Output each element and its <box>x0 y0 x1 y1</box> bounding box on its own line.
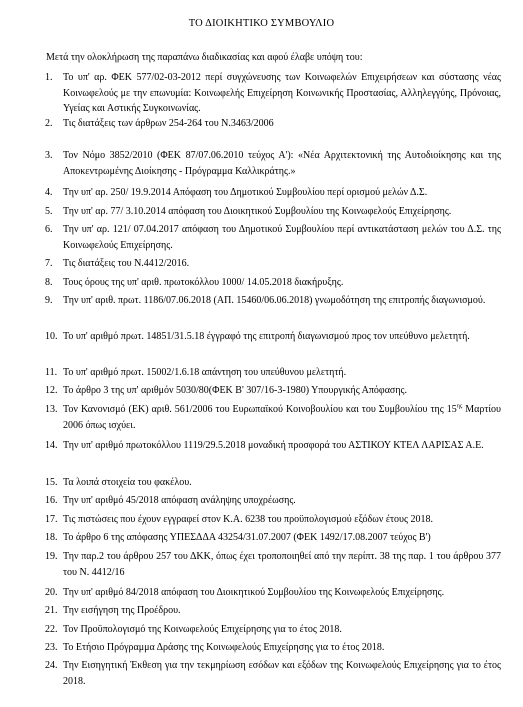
list-item-text-part: Τις διατάξεις του Ν.4412/2016. <box>63 258 190 269</box>
list-item-text-part: Την υπ' αριθμό 84/2018 απόφαση του Διοικητικού Συμβουλίου της Κοινωφελούς Επιχείρησης. <box>63 587 445 598</box>
list-item-text <box>63 275 501 291</box>
list-item-text-part: Τον Νόμο 3852/2010 (ΦΕΚ 87/07.06.2010 τεύχος Α'): «Νέα Αρχιτεκτονική της Αυτοδιοίκησης και της Αποκεντρωμένης Διοίκησης - Πρόγραμμα Καλλικράτης.» <box>63 150 501 177</box>
list-item-number: 21. <box>45 605 58 616</box>
page-title: ΤΟ ΔΙΟΙΚΗΤΙΚΟ ΣΥΜΒΟΥΛΙΟ <box>188 18 335 29</box>
list-item-text-part: Την υπ' αρ. 121/ 07.04.2017 απόφαση του Δημοτικού Συμβουλίου περί αντικατάσταση μελών του Δ.Σ. της Κοινωφελούς Επιχείρησης. <box>63 224 501 251</box>
list-item-number: 12. <box>45 385 58 396</box>
list-item-number: 15. <box>45 477 58 488</box>
list-item-text-part: Το υπ' αριθμό πρωτ. 15002/1.6.18 απάντηση του υπεύθυνου μελετητή. <box>63 367 347 378</box>
list-item-text-part: Την Εισηγητική Έκθεση για την τεκμηρίωση εσόδων και εξόδων της Κοινωφελούς Επιχείρησης για το έτος 2018. <box>63 660 501 687</box>
list-item-number: 19. <box>45 551 58 562</box>
list-item-number: 16. <box>45 495 58 506</box>
list-item-number: 8. <box>45 277 53 288</box>
list-item-text-part: Τον Κανονισμό (ΕΚ) αριθ. 561/2006 του Ευρωπαϊκού Κοινοβουλίου και του Συμβουλίου της 15 <box>63 404 457 415</box>
list-item-text <box>63 148 501 179</box>
list-item-text <box>63 204 501 220</box>
list-item-text <box>63 640 501 656</box>
list-item-text-part: Την υπ' αριθμό 45/2018 απόφαση ανάληψης υποχρέωσης. <box>63 495 296 506</box>
list-item-number: 10. <box>45 331 58 342</box>
list-item-text-part: Το υπ' αρ. ΦΕΚ 577/02-03-2012 περί συγχώνευσης των Κοινωφελών Επιχειρήσεων και σύστασης νέας Κοινωφελούς με την επωνυμία: Κοινωφελής Επιχείρηση Κοινωνικής Προστασίας, Αλληλεγγύης, Πρόνοιας, Υγείας και Αστικής Συγκοινωνίας. <box>63 72 501 114</box>
list-item-number: 5. <box>45 206 53 217</box>
list-item-text <box>63 475 501 491</box>
list-item-text <box>63 658 501 689</box>
list-item-text-part: Το Ετήσιο Πρόγραμμα Δράσης της Κοινωφελούς Επιχείρησης για το έτος 2018. <box>63 642 385 653</box>
list-item-text-part: Την υπ' αριθ. πρωτ. 1186/07.06.2018 (ΑΠ. 15460/06.06.2018) γνωμοδότηση της επιτροπής διαγωνισμού. <box>63 295 486 306</box>
list-item-text <box>63 493 501 509</box>
list-item-text <box>63 530 501 546</box>
list-item-text-part: Την υπ' αριθμό πρωτοκόλλου 1119/29.5.2018 μοναδική προσφορά του ΑΣΤΙΚΟΥ ΚΤΕΛ ΛΑΡΙΣΑΣ Α.Ε. <box>63 440 484 451</box>
list-item-text <box>63 585 501 601</box>
list-item-text <box>63 116 501 132</box>
list-item-text <box>63 185 501 201</box>
list-item-text <box>63 383 501 399</box>
list-item-number: 9. <box>45 295 53 306</box>
list-item-text <box>63 365 501 381</box>
list-item-text-part: Μαρτίου 2006 όπως ισχύει. <box>63 404 502 431</box>
list-item-text <box>63 603 501 619</box>
list-item-text-part: Την υπ' αρ. 77/ 3.10.2014 απόφαση του Διοικητικού Συμβουλίου της Κοινωφελούς Επιχείρησης. <box>63 206 452 217</box>
list-item-number: 24. <box>45 660 58 671</box>
list-item-text-part: Τον Προϋπολογισμό της Κοινωφελούς Επιχείρησης για το έτος 2018. <box>63 624 342 635</box>
list-item-text-part: Την εισήγηση της Προέδρου. <box>63 605 181 616</box>
list-item-text-part: Τα λοιπά στοιχεία του φακέλου. <box>63 477 192 488</box>
list-item-text-part: Το άρθρο 6 της απόφασης ΥΠΕΣΔΔΑ 43254/31.07.2007 (ΦΕΚ 1492/17.08.2007 τεύχος Β') <box>63 532 431 543</box>
list-item-text <box>63 293 501 309</box>
list-item-text <box>63 329 501 345</box>
list-item-number: 23. <box>45 642 58 653</box>
list-item-number: 4. <box>45 187 53 198</box>
list-item-number: 14. <box>45 440 58 451</box>
list-item-text <box>63 622 501 638</box>
list-item-text-part: Την παρ.2 του άρθρου 257 του ΔΚΚ, όπως έχει τροποποιηθεί από την περίπτ. 38 της παρ. 1 του άρθρου 377 του Ν. 4412/16 <box>63 551 501 578</box>
list-item-number: 20. <box>45 587 58 598</box>
list-item-number: 6. <box>45 224 53 235</box>
list-item-number: 17. <box>45 514 58 525</box>
list-item-number: 11. <box>45 367 58 378</box>
list-item-text-part: Τους όρους της υπ' αριθ. πρωτοκόλλου 1000/ 14.05.2018 διακήρυξης. <box>63 277 344 288</box>
list-item-text-part: Τις διατάξεις των άρθρων 254-264 του Ν.3463/2006 <box>63 118 274 129</box>
list-item-text <box>63 222 501 253</box>
list-item-text <box>63 256 501 272</box>
list-item-number: 3. <box>45 150 53 161</box>
list-item-text-part: Το άρθρο 3 της υπ' αριθμόν 5030/80(ΦΕΚ Β' 307/16-3-1980) Υπουργικής Απόφασης. <box>63 385 408 396</box>
list-item-text <box>63 70 501 117</box>
list-item-number: 1. <box>45 72 53 83</box>
list-item-text <box>63 438 501 454</box>
list-item-text <box>63 549 501 580</box>
intro-text: Μετά την ολοκλήρωση της παραπάνω διαδικασίας και αφού έλαβε υπόψη του: <box>46 52 363 63</box>
list-item-number: 18. <box>45 532 58 543</box>
list-item-text-part: Το υπ' αριθμό πρωτ. 14851/31.5.18 έγγραφό της επιτροπή διαγωνισμού προς τον υπεύθυνο μελετητή. <box>63 331 470 342</box>
list-item-number: 2. <box>45 118 53 129</box>
list-item-text <box>63 512 501 528</box>
list-item-text-part: Τις πιστώσεις που έχουν εγγραφεί στον Κ.Α. 6238 του προϋπολογισμού εξόδων έτους 2018. <box>63 514 433 525</box>
ordinal-superscript: ης <box>456 403 463 410</box>
list-item-number: 7. <box>45 258 53 269</box>
list-item-number: 22. <box>45 624 58 635</box>
list-item-text-part: Την υπ' αρ. 250/ 19.9.2014 Απόφαση του Δημοτικού Συμβουλίου περί ορισμού μελών Δ.Σ. <box>63 187 428 198</box>
list-item-text <box>63 402 501 433</box>
list-item-number: 13. <box>45 404 58 415</box>
